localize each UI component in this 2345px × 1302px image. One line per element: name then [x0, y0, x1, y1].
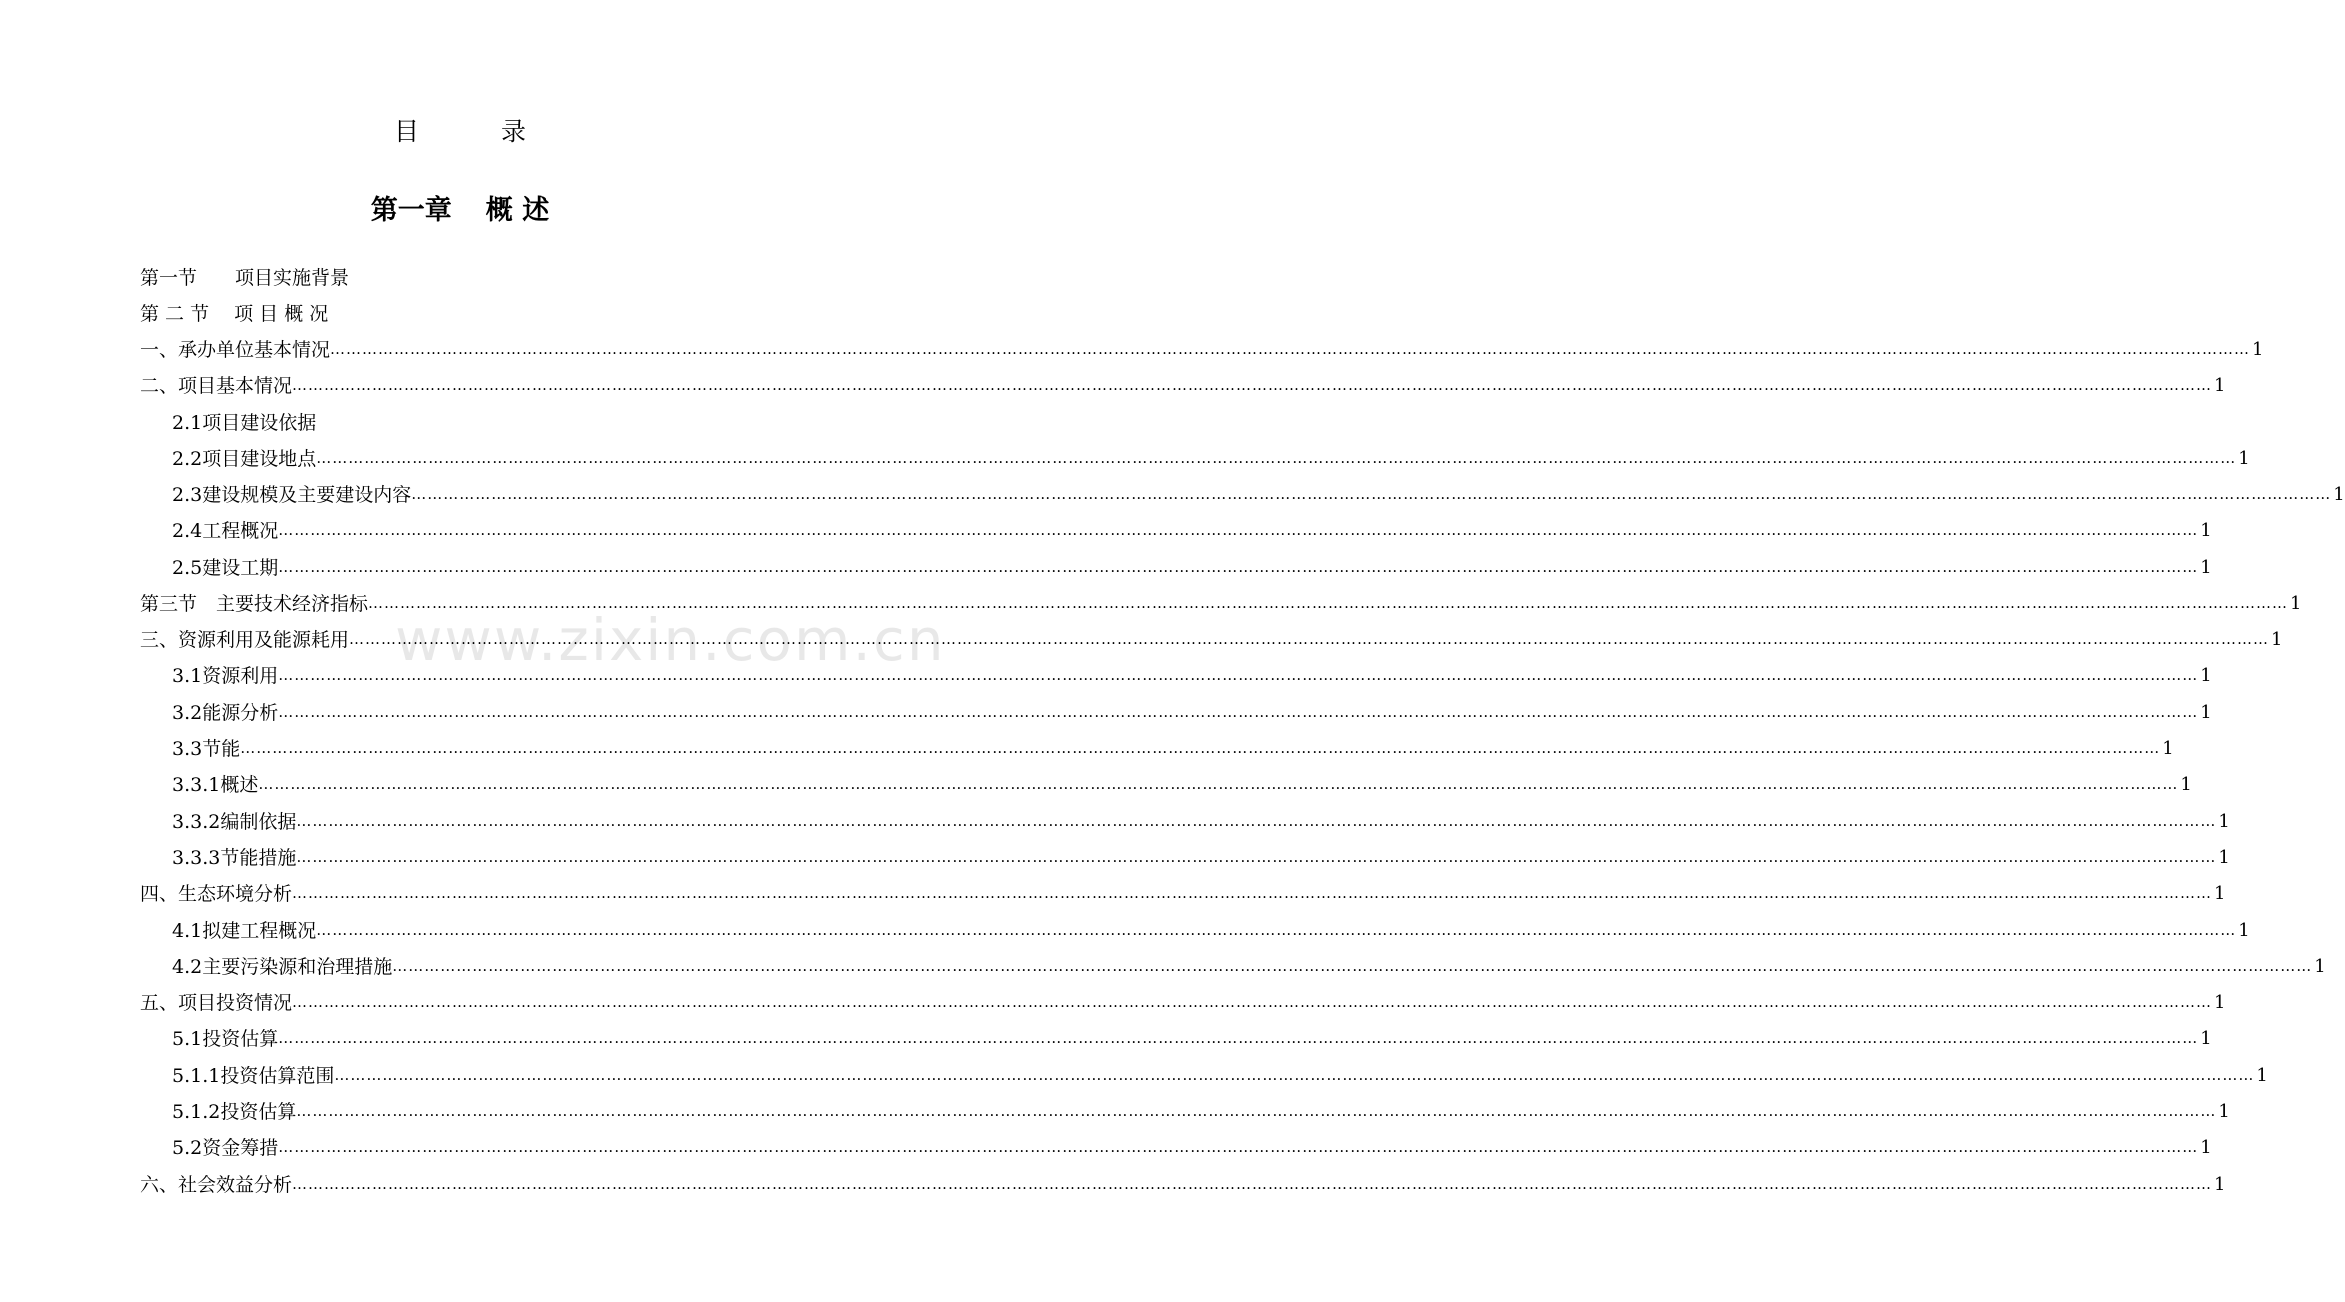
toc-entry[interactable] [172, 477, 2345, 513]
toc-entry-label: 4.2主要污染源和治理措施 [172, 956, 393, 978]
chapter-heading [0, 188, 920, 227]
toc-entry-page-number: 1 [2214, 883, 2226, 904]
toc-entry[interactable] [140, 296, 328, 332]
toc-leader-dots: ……………………………………………………………………………………………………………………………………………………………………………………………………………………………………………………………………………………………………………………………… [278, 521, 2199, 539]
toc-entry-label: 二、项目基本情况 [140, 375, 293, 397]
toc-leader-dots: ……………………………………………………………………………………………………………………………………………………………………………………………………………………………………………………………………………………………………………………………… [349, 630, 2270, 648]
toc-title-char-2: 录 [501, 117, 527, 146]
toc-leader-dots: ……………………………………………………………………………………………………………………………………………………………………………………………………………………………………………………………………………………………………………………………… [292, 993, 2213, 1011]
toc-entry[interactable] [140, 985, 2226, 1021]
toc-title [0, 112, 920, 148]
toc-entry-page-number: 1 [2314, 956, 2326, 977]
toc-entry[interactable] [172, 1058, 2268, 1094]
toc-entry[interactable] [140, 260, 349, 296]
toc-leader-dots: ……………………………………………………………………………………………………………………………………………………………………………………………………………………………………………………………………………………………………………………………… [316, 921, 2237, 939]
toc-entry-label: 3.3节能 [172, 738, 241, 760]
watermark: www.zixin.com.cn [395, 606, 946, 674]
toc-entry-page-number: 1 [2200, 665, 2212, 686]
toc-entry[interactable] [172, 1130, 2212, 1166]
toc-entry[interactable] [172, 804, 2230, 840]
toc-leader-dots: ……………………………………………………………………………………………………………………………………………………………………………………………………………………………………………………………………………………………………………………………… [278, 703, 2199, 721]
toc-leader-dots: ……………………………………………………………………………………………………………………………………………………………………………………………………………………………………………………………………………………………………………………………… [292, 376, 2213, 394]
toc-leader-dots: ……………………………………………………………………………………………………………………………………………………………………………………………………………………………………………………………………………………………………………………………… [392, 957, 2313, 975]
chapter-number: 第一章 [370, 195, 452, 226]
toc-entry-label: 一、承办单位基本情况 [140, 339, 331, 361]
toc-leader-dots: ……………………………………………………………………………………………………………………………………………………………………………………………………………………………………………………………………………………………………………………………… [278, 558, 2199, 576]
toc-entry[interactable] [172, 1094, 2230, 1130]
toc-entry[interactable] [172, 731, 2174, 767]
toc-entry-page-number: 1 [2256, 1065, 2268, 1086]
toc-leader-dots: ……………………………………………………………………………………………………………………………………………………………………………………………………………………………………………………………………………………………………………………………… [316, 449, 2237, 467]
toc-entry-label: 第三节 主要技术经济指标 [140, 593, 369, 615]
toc-leader-dots: ……………………………………………………………………………………………………………………………………………………………………………………………………………………………………………………………………………………………………………………………… [296, 1102, 2217, 1120]
toc-entry-label: 五、项目投资情况 [140, 992, 293, 1014]
toc-entry-label: 第 二 节 项 目 概 况 [140, 303, 329, 325]
toc-entry-page-number: 1 [2252, 339, 2264, 360]
toc-leader-dots: ……………………………………………………………………………………………………………………………………………………………………………………………………………………………………………………………………………………………………………………………… [296, 848, 2217, 866]
toc-entry-label: 2.2项目建设地点 [172, 448, 317, 470]
toc-entry-label: 2.5建设工期 [172, 557, 279, 579]
toc-title-char-1: 目 [393, 117, 419, 146]
toc-entry-page-number: 1 [2200, 1028, 2212, 1049]
toc-leader-dots: ……………………………………………………………………………………………………………………………………………………………………………………………………………………………………………………………………………………………………………………………… [334, 1066, 2255, 1084]
toc-entry[interactable] [140, 586, 2302, 622]
toc-entry-label: 3.3.3节能措施 [172, 847, 297, 869]
toc-entry[interactable] [140, 368, 2226, 404]
toc-leader-dots: ……………………………………………………………………………………………………………………………………………………………………………………………………………………………………………………………………………………………………………………………… [278, 666, 2199, 684]
toc-entry-page-number: 1 [2271, 629, 2283, 650]
toc-entry-label: 5.2资金筹措 [172, 1137, 279, 1159]
toc-entry[interactable] [172, 1021, 2212, 1057]
toc-entry-page-number: 1 [2200, 520, 2212, 541]
toc-entry[interactable] [172, 767, 2192, 803]
toc-entry-label: 六、社会效益分析 [140, 1174, 293, 1196]
toc-leader-dots: ……………………………………………………………………………………………………………………………………………………………………………………………………………………………………………………………………………………………………………………………… [240, 739, 2161, 757]
toc-entry-page-number: 1 [2180, 774, 2192, 795]
toc-entry-page-number: 1 [2162, 738, 2174, 759]
toc-entry-label: 2.3建设规模及主要建设内容 [172, 484, 412, 506]
toc-entry-page-number: 1 [2238, 920, 2250, 941]
toc-entry-label: 4.1拟建工程概况 [172, 920, 317, 942]
toc-entry-page-number: 1 [2200, 1137, 2212, 1158]
toc-entry-label: 5.1.2投资估算 [172, 1101, 297, 1123]
toc-entry-page-number: 1 [2200, 557, 2212, 578]
toc-entry-label: 3.1资源利用 [172, 665, 279, 687]
toc-entry-page-number: 1 [2333, 484, 2345, 505]
toc-entry-page-number: 1 [2200, 702, 2212, 723]
toc-entry-label: 3.2能源分析 [172, 702, 279, 724]
toc-entry-page-number: 1 [2214, 1174, 2226, 1195]
toc-leader-dots: ……………………………………………………………………………………………………………………………………………………………………………………………………………………………………………………………………………………………………………………………… [368, 594, 2289, 612]
toc-leader-dots: ……………………………………………………………………………………………………………………………………………………………………………………………………………………………………………………………………………………………………………………………… [411, 485, 2332, 503]
toc-entry-label: 5.1.1投资估算范围 [172, 1065, 335, 1087]
toc-leader-dots: ……………………………………………………………………………………………………………………………………………………………………………………………………………………………………………………………………………………………………………………………… [278, 1029, 2199, 1047]
toc-leader-dots: ……………………………………………………………………………………………………………………………………………………………………………………………………………………………………………………………………………………………………………………………… [258, 775, 2179, 793]
toc-entry[interactable] [172, 695, 2212, 731]
toc-entry[interactable] [172, 550, 2212, 586]
toc-leader-dots: ……………………………………………………………………………………………………………………………………………………………………………………………………………………………………………………………………………………………………………………………… [330, 340, 2251, 358]
toc-entry-label: 四、生态环境分析 [140, 883, 293, 905]
toc-entry-label: 5.1投资估算 [172, 1028, 279, 1050]
toc-leader-dots: ……………………………………………………………………………………………………………………………………………………………………………………………………………………………………………………………………………………………………………………………… [292, 884, 2213, 902]
toc-entry-label: 2.4工程概况 [172, 520, 279, 542]
toc-entry[interactable] [172, 840, 2230, 876]
toc-entry-page-number: 1 [2218, 811, 2230, 832]
toc-entry-label: 2.1项目建设依据 [172, 412, 317, 434]
toc-entry-label: 3.3.1概述 [172, 774, 259, 796]
toc-entry[interactable] [140, 1167, 2226, 1203]
toc-entry-page-number: 1 [2238, 448, 2250, 469]
toc-entry-label: 3.3.2编制依据 [172, 811, 297, 833]
toc-entry[interactable] [172, 405, 316, 441]
toc-entry-page-number: 1 [2218, 1101, 2230, 1122]
toc-leader-dots: ……………………………………………………………………………………………………………………………………………………………………………………………………………………………………………………………………………………………………………………………… [296, 812, 2217, 830]
toc-entry-page-number: 1 [2214, 992, 2226, 1013]
toc-entry[interactable] [172, 949, 2326, 985]
toc-entry-label: 三、资源利用及能源耗用 [140, 629, 350, 651]
toc-entry[interactable] [172, 913, 2250, 949]
chapter-name: 概 述 [485, 195, 550, 226]
toc-entry[interactable] [140, 876, 2226, 912]
toc-entry-page-number: 1 [2218, 847, 2230, 868]
toc-entry-label: 第一节 项目实施背景 [140, 267, 350, 289]
toc-entry[interactable] [140, 332, 2264, 368]
toc-leader-dots: ……………………………………………………………………………………………………………………………………………………………………………………………………………………………………………………………………………………………………………………………… [278, 1138, 2199, 1156]
toc-entry-page-number: 1 [2214, 375, 2226, 396]
toc-entry[interactable] [172, 658, 2212, 694]
toc-entry[interactable] [172, 513, 2212, 549]
toc-entry-page-number: 1 [2290, 593, 2302, 614]
toc-leader-dots: ……………………………………………………………………………………………………………………………………………………………………………………………………………………………………………………………………………………………………………………………… [292, 1175, 2213, 1193]
toc-entry[interactable] [172, 441, 2250, 477]
